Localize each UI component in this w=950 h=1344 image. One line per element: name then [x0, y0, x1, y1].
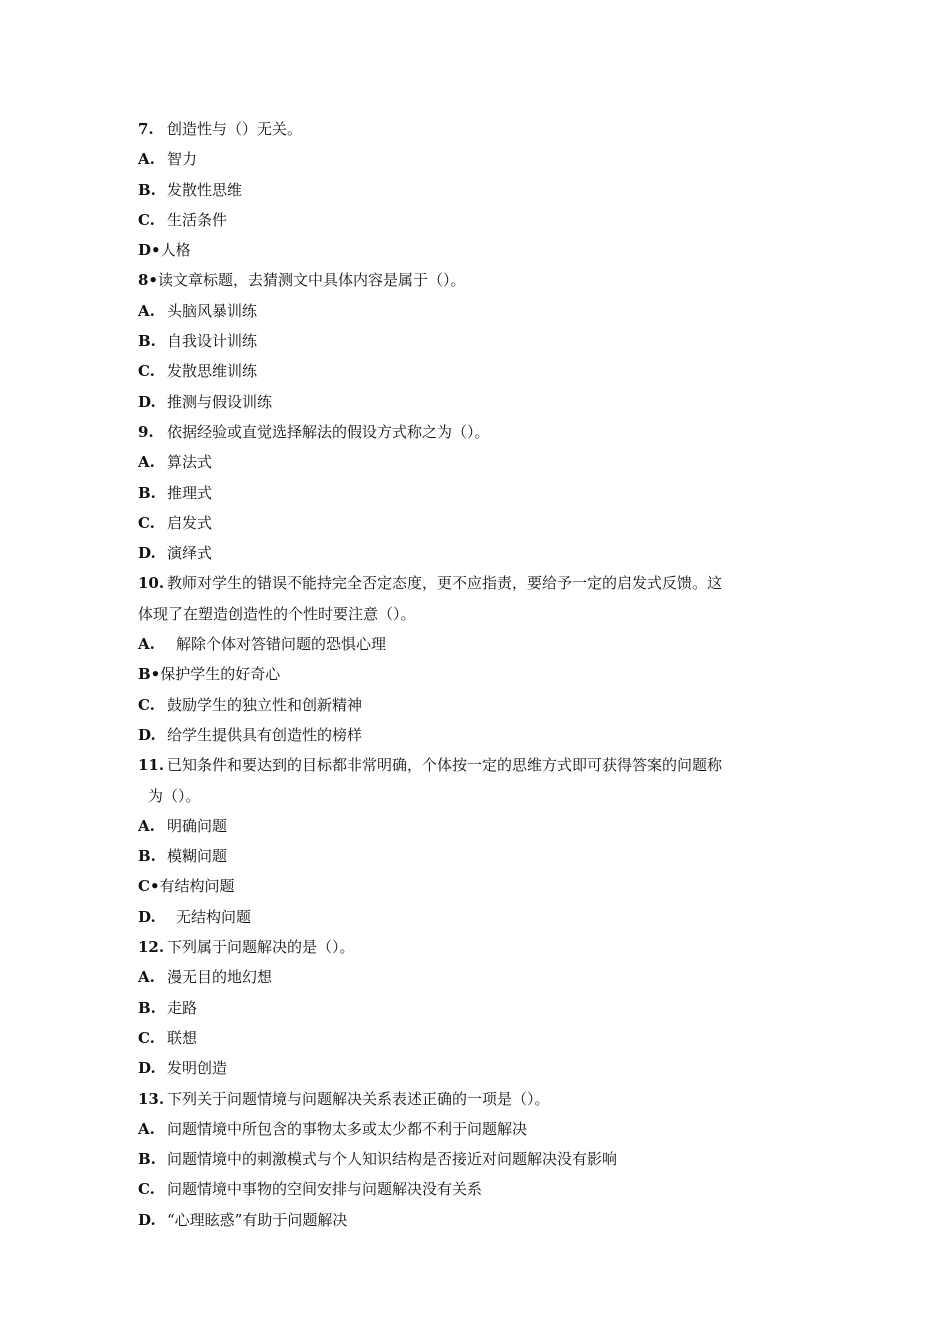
question-text-line-2: 体现了在塑造创造性的个性时要注意（）。: [138, 604, 416, 623]
question-text-line-1: 已知条件和要达到的目标都非常明确，个体按一定的思维方式即可获得答案的问题称: [167, 756, 723, 775]
question-text: 下列属于问题解决的是（）。: [167, 938, 355, 957]
question-7-stem: [138, 114, 818, 144]
option-a: [138, 962, 818, 992]
question-number: 11.: [138, 756, 165, 775]
option-label: A.: [138, 635, 155, 654]
question-11-stem-continued: [138, 781, 818, 811]
option-text: 保护学生的好奇心: [160, 665, 281, 684]
question-text: 下列关于问题情境与问题解决关系表述正确的一项是（）。: [167, 1089, 550, 1108]
question-10-stem-continued: [138, 599, 818, 629]
option-label: D.: [138, 1059, 156, 1078]
option-d: [138, 720, 818, 750]
option-label: C.: [138, 362, 155, 381]
option-a: [138, 144, 818, 174]
question-10-stem: [138, 568, 818, 598]
question-12-stem: [138, 932, 818, 962]
option-b: [138, 659, 818, 689]
option-text: 联想: [167, 1028, 198, 1047]
option-label: D.: [138, 725, 156, 744]
question-number: 12.: [138, 938, 165, 957]
option-b: [138, 478, 818, 508]
option-label: B.: [138, 483, 156, 502]
option-text: 给学生提供具有创造性的榜样: [167, 725, 363, 744]
question-text: 读文章标题，去猜测文中具体内容是属于（）。: [158, 271, 466, 290]
question-11-stem: [138, 750, 818, 780]
option-text: 自我设计训练: [167, 332, 258, 351]
option-c: [138, 508, 818, 538]
option-a: [138, 811, 818, 841]
question-text-line-2: 为（）。: [148, 786, 201, 805]
option-label: D.: [138, 544, 156, 563]
option-text: 生活条件: [167, 210, 228, 229]
option-label: C.: [138, 210, 155, 229]
option-label: B.: [138, 998, 156, 1017]
option-text: 发散性思维: [167, 180, 243, 199]
option-c: [138, 690, 818, 720]
option-label: B.: [138, 180, 156, 199]
option-text: 发明创造: [167, 1059, 228, 1078]
option-label: D•: [138, 241, 161, 260]
option-text: 演绎式: [167, 544, 213, 563]
option-label: C.: [138, 1028, 155, 1047]
question-number: 8•: [138, 271, 159, 290]
option-label: C.: [138, 695, 155, 714]
option-c: [138, 205, 818, 235]
option-label: B.: [138, 847, 156, 866]
option-text: 算法式: [167, 453, 213, 472]
option-a: [138, 1114, 818, 1144]
option-label: A.: [138, 453, 155, 472]
option-text: 解除个体对答错问题的恐惧心理: [176, 635, 387, 654]
option-label: A.: [138, 301, 155, 320]
option-label: D.: [138, 392, 156, 411]
option-text: 无结构问题: [176, 907, 252, 926]
question-number: 13.: [138, 1089, 165, 1108]
option-text: 头脑风暴训练: [167, 301, 258, 320]
option-label: D.: [138, 907, 156, 926]
option-b: [138, 1144, 818, 1174]
option-label: C•: [138, 877, 160, 896]
question-8-stem: [138, 265, 818, 295]
option-d: [138, 1053, 818, 1083]
option-text: “心理眩惑”有助于问题解决: [167, 1210, 348, 1229]
option-text: 启发式: [167, 513, 213, 532]
option-c: [138, 356, 818, 386]
question-number: 10.: [138, 574, 165, 593]
option-label: A.: [138, 816, 155, 835]
option-b: [138, 841, 818, 871]
option-label: C.: [138, 1180, 155, 1199]
option-label: B.: [138, 332, 156, 351]
option-a: [138, 296, 818, 326]
option-text: 明确问题: [167, 816, 228, 835]
option-text: 智力: [167, 150, 198, 169]
question-text: 依据经验或直觉选择解法的假设方式称之为（）。: [167, 422, 490, 441]
option-c: [138, 1023, 818, 1053]
option-text: 模糊问题: [167, 847, 228, 866]
option-d: [138, 1205, 818, 1235]
option-label: A.: [138, 968, 155, 987]
option-text: 鼓励学生的独立性和创新精神: [167, 695, 363, 714]
option-b: [138, 326, 818, 356]
question-number: 9.: [138, 422, 154, 441]
option-label: C.: [138, 513, 155, 532]
option-text: 问题情境中的刺激模式与个人知识结构是否接近对问题解决没有影响: [167, 1150, 618, 1169]
option-text: 漫无目的地幻想: [167, 968, 273, 987]
option-text: 人格: [160, 241, 191, 260]
option-label: B.: [138, 1150, 156, 1169]
option-a: [138, 447, 818, 477]
option-text: 推测与假设训练: [167, 392, 273, 411]
option-a: [138, 629, 818, 659]
question-text: 创造性与（）无关。: [167, 120, 303, 138]
option-d: [138, 387, 818, 417]
option-text: 有结构问题: [159, 877, 235, 896]
question-list: [138, 114, 818, 1235]
option-d: [138, 235, 818, 265]
option-b: [138, 993, 818, 1023]
option-c: [138, 871, 818, 901]
option-text: 发散思维训练: [167, 362, 258, 381]
option-text: 问题情境中事物的空间安排与问题解决没有关系: [167, 1180, 483, 1199]
question-13-stem: [138, 1084, 818, 1114]
option-label: A.: [138, 1119, 155, 1138]
option-d: [138, 902, 818, 932]
option-text: 推理式: [167, 483, 213, 502]
option-text: 走路: [167, 998, 198, 1017]
option-d: [138, 538, 818, 568]
question-9-stem: [138, 417, 818, 447]
option-b: [138, 175, 818, 205]
option-label: B•: [138, 665, 161, 684]
option-label: A.: [138, 150, 155, 169]
option-label: D.: [138, 1210, 156, 1229]
option-c: [138, 1174, 818, 1204]
option-text: 问题情境中所包含的事物太多或太少都不利于问题解决: [167, 1119, 528, 1138]
question-number: 7.: [138, 120, 154, 138]
question-text-line-1: 教师对学生的错误不能持完全否定态度，更不应指责，要给予一定的启发式反馈。这: [167, 574, 723, 593]
